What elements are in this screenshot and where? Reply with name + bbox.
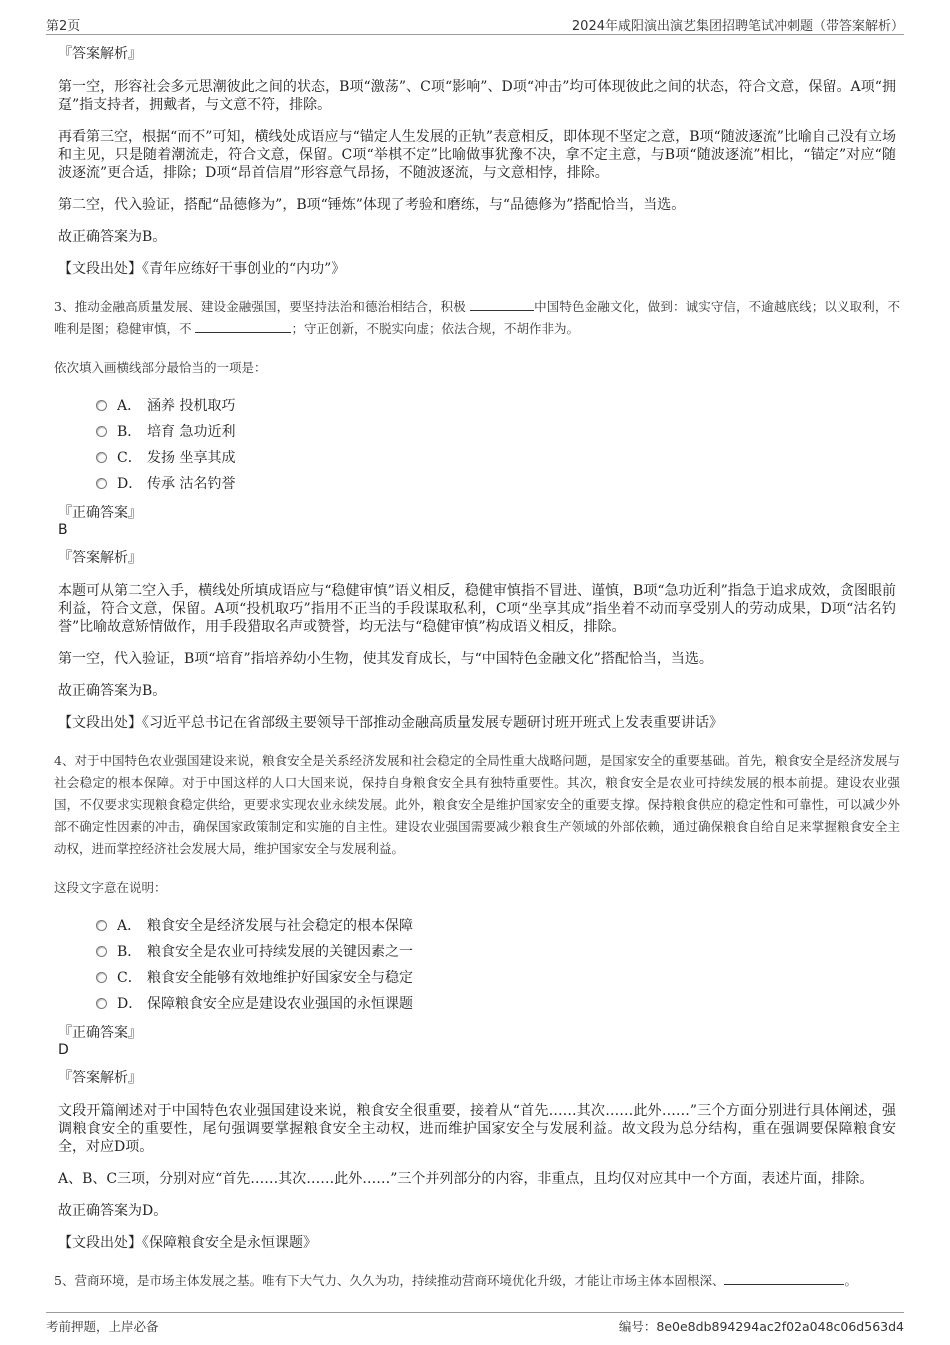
page-footer bbox=[46, 1312, 904, 1337]
analysis-paragraph: 第一空，代入验证，B项“培育”指培养幼小生物，使其发育成长，与“中国特色金融文化”搭配恰当，当选。 bbox=[58, 651, 713, 667]
options-list bbox=[96, 912, 896, 1016]
analysis-paragraph: 第二空，代入验证，搭配“品德修为”，B项“锤炼”体现了考验和磨练，与“品德修为”搭配恰当，当选。 bbox=[58, 197, 686, 213]
radio-icon[interactable] bbox=[96, 400, 107, 411]
analysis-paragraph: 故正确答案为B。 bbox=[58, 229, 167, 245]
page-content bbox=[54, 44, 900, 1292]
correct-answer-label: 『正确答案』 bbox=[58, 505, 142, 521]
option-c[interactable]: C． 发扬 坐享其成 bbox=[96, 444, 896, 470]
analysis-label: 『答案解析』 bbox=[58, 1070, 142, 1086]
question-3-stem: 3、推动金融高质量发展、建设金融强国，要坚持法治和德治相结合，积极 中国特色金融文化，做到：诚实守信，不逾越底线；以义取利，不唯利是图；稳健审慎，不 ；守正创新，不脱实向虚；依法合规，不胡作非为。 bbox=[54, 299, 900, 336]
question-instruction: 依次填入画横线部分最恰当的一项是： bbox=[54, 360, 267, 375]
options-list bbox=[96, 392, 896, 496]
option-d[interactable]: D． 传承 沽名钓誉 bbox=[96, 470, 896, 496]
question-5-stem: 5、营商环境，是市场主体发展之基。唯有下大气力、久久为功，持续推动营商环境优化升级，才能让市场主体本固根深、 。 bbox=[54, 1273, 857, 1288]
option-c[interactable]: C． 粮食安全能够有效地维护好国家安全与稳定 bbox=[96, 964, 896, 990]
correct-answer-value: D bbox=[58, 1042, 69, 1058]
correct-answer-value: B bbox=[58, 522, 68, 538]
analysis-paragraph: 故正确答案为D。 bbox=[58, 1203, 168, 1219]
footer-slogan: 考前押题，上岸必备 bbox=[46, 1319, 159, 1334]
radio-icon[interactable] bbox=[96, 478, 107, 489]
question-4-stem: 4、对于中国特色农业强国建设来说，粮食安全是关系经济发展和社会稳定的全局性重大战略问题，是国家安全的重要基础。首先，粮食安全是经济发展与社会稳定的根本保障。对于中国这样的人口大国来说，保持自身粮食安全具有独特重要性。其次，粮食安全是农业可持续发展的根本前提。建设农业强国，不仅要求实现粮食稳定供给，更要求实现农业永续发展。此外，粮食安全是维护国家安全的重要支撑。保持粮食供应的稳定性和可靠性，可以减少外部不确定性因素的冲击，确保国家政策制定和实施的自主性。建设农业强国需要减少粮食生产领域的外部依赖，通过确保粮食自给自足来掌握粮食安全主动权，进而掌控经济社会发展大局，维护国家安全与发展利益。 bbox=[54, 753, 900, 856]
radio-icon[interactable] bbox=[96, 452, 107, 463]
analysis-paragraph: 本题可从第二空入手，横线处所填成语应与“稳健审慎”语义相反，稳健审慎指不冒进、谨慎，B项“急功近利”指急于追求成效，贪图眼前利益，符合文意，保留。A项“投机取巧”指用不正当的手段谋取私利，C项“坐享其成”指坐着不动而享受别人的劳动成果，D项“沽名钓誉”比喻故意矫情做作，用手段猎取名声或赞誉，均无法与“稳健审慎”构成语义相反，排除。 bbox=[58, 583, 896, 635]
analysis-paragraph: 再看第三空，根据“而不”可知，横线处成语应与“锚定人生发展的正轨”表意相反，即体现不坚定之意，B项“随波逐流”比喻自己没有立场和主见，只是随着潮流走，符合文意，保留。C项“举棋不定”比喻做事犹豫不决，拿不定主意，与B项“随波逐流”相比，“锚定”对应“随波逐流”更合适，排除；D项“昂首信眉”形容意气昂扬，不随波逐流，与文意相悖，排除。 bbox=[58, 129, 896, 181]
option-a[interactable]: A． 涵养 投机取巧 bbox=[96, 392, 896, 418]
fill-blank-2 bbox=[195, 319, 291, 333]
document-id: 编号：8e0e8db894294ac2f02a048c06d563d4 bbox=[618, 1319, 904, 1334]
correct-answer-label: 『正确答案』 bbox=[58, 1025, 142, 1041]
radio-icon[interactable] bbox=[96, 972, 107, 983]
analysis-paragraph: 故正确答案为B。 bbox=[58, 683, 167, 699]
document-title: 2024年咸阳演出演艺集团招聘笔试冲刺题（带答案解析） bbox=[571, 19, 904, 34]
source-citation: 【文段出处】《保障粮食安全是永恒课题》 bbox=[58, 1235, 317, 1251]
fill-blank-1 bbox=[724, 1271, 844, 1285]
page-header bbox=[46, 12, 904, 35]
option-a[interactable]: A． 粮食安全是经济发展与社会稳定的根本保障 bbox=[96, 912, 896, 938]
option-b[interactable]: B． 培育 急功近利 bbox=[96, 418, 896, 444]
source-citation: 【文段出处】《青年应练好干事创业的“内功”》 bbox=[58, 261, 346, 277]
analysis-label: 『答案解析』 bbox=[58, 550, 142, 566]
analysis-paragraph: 文段开篇阐述对于中国特色农业强国建设来说，粮食安全很重要，接着从“首先……其次……此外……”三个方面分别进行具体阐述，强调粮食安全的重要性，尾句强调要掌握粮食安全主动权，进而维护国家安全与发展利益。故文段为总分结构，重在强调要保障粮食安全，对应D项。 bbox=[58, 1103, 896, 1155]
radio-icon[interactable] bbox=[96, 426, 107, 437]
analysis-paragraph: 第一空，形容社会多元思潮彼此之间的状态，B项“激荡”、C项“影响”、D项“冲击”均可体现彼此之间的状态，符合文意，保留。A项“拥趸”指支持者，拥戴者，与文意不符，排除。 bbox=[58, 79, 896, 113]
question-instruction: 这段文字意在说明： bbox=[54, 880, 167, 895]
source-citation: 【文段出处】《习近平总书记在省部级主要领导干部推动金融高质量发展专题研讨班开班式上发表重要讲话》 bbox=[58, 715, 723, 731]
radio-icon[interactable] bbox=[96, 946, 107, 957]
option-d[interactable]: D． 保障粮食安全应是建设农业强国的永恒课题 bbox=[96, 990, 896, 1016]
fill-blank-1 bbox=[470, 297, 534, 311]
analysis-label: 『答案解析』 bbox=[58, 46, 142, 62]
radio-icon[interactable] bbox=[96, 920, 107, 931]
analysis-paragraph: A、B、C三项，分别对应“首先……其次……此外……”三个并列部分的内容，非重点，且均仅对应其中一个方面，表述片面，排除。 bbox=[58, 1171, 874, 1187]
option-b[interactable]: B． 粮食安全是农业可持续发展的关键因素之一 bbox=[96, 938, 896, 964]
radio-icon[interactable] bbox=[96, 998, 107, 1009]
page-number: 第2页 bbox=[46, 19, 81, 34]
